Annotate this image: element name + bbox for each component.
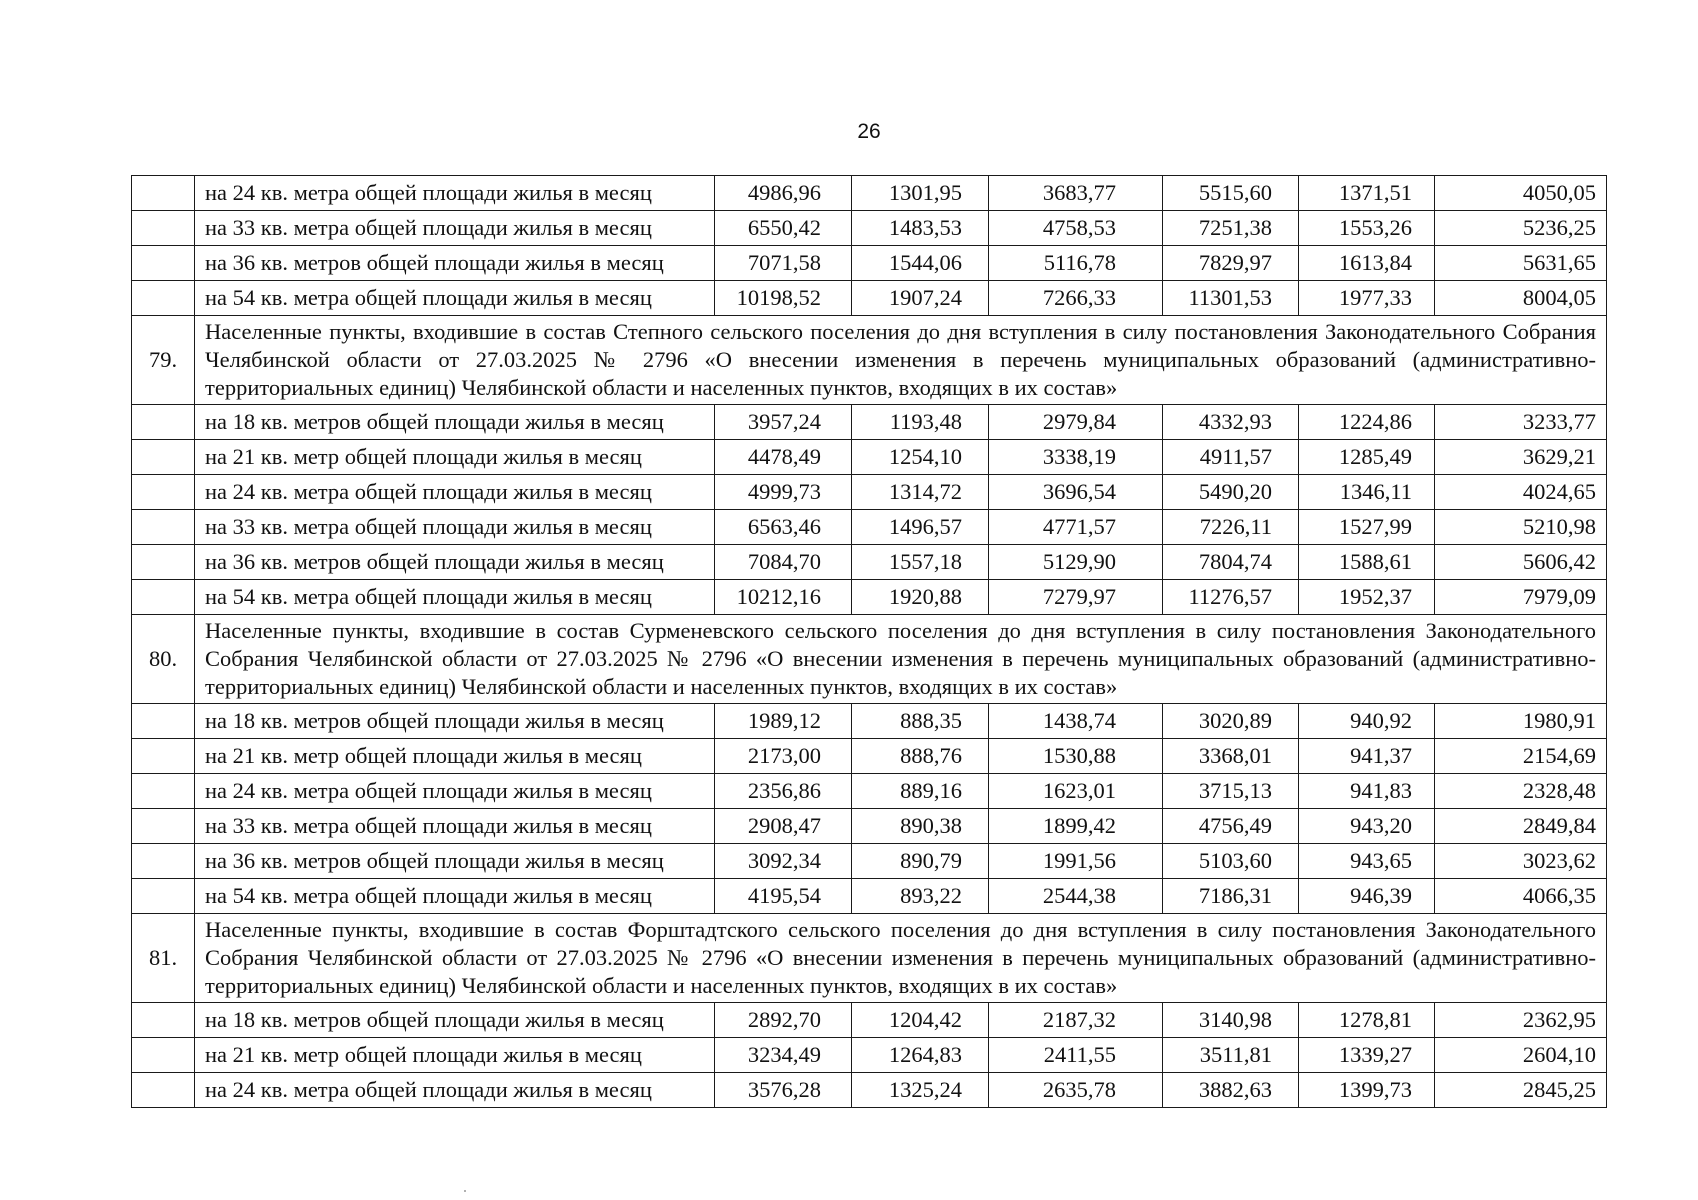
- value-cell: 5236,25: [1435, 211, 1607, 246]
- value-cell: 3092,34: [715, 844, 852, 879]
- value-cell: 7226,11: [1163, 510, 1299, 545]
- value-cell: 4024,65: [1435, 475, 1607, 510]
- value-cell: 1301,95: [852, 176, 989, 211]
- value-cell: 2356,86: [715, 774, 852, 809]
- value-cell: 10212,16: [715, 580, 852, 615]
- value-cell: 4050,05: [1435, 176, 1607, 211]
- value-cell: 5606,42: [1435, 545, 1607, 580]
- scan-speck: [464, 1190, 466, 1192]
- value-cell: 2328,48: [1435, 774, 1607, 809]
- value-cell: 4999,73: [715, 475, 852, 510]
- row-label: на 36 кв. метров общей площади жилья в месяц: [195, 545, 715, 580]
- value-cell: 1613,84: [1299, 246, 1435, 281]
- value-cell: 943,20: [1299, 809, 1435, 844]
- value-cell: 1204,42: [852, 1003, 989, 1038]
- value-cell: 7251,38: [1163, 211, 1299, 246]
- value-cell: 1325,24: [852, 1073, 989, 1108]
- value-cell: 4332,93: [1163, 405, 1299, 440]
- value-cell: 3576,28: [715, 1073, 852, 1108]
- value-cell: 4478,49: [715, 440, 852, 475]
- value-cell: 5129,90: [989, 545, 1163, 580]
- value-cell: 7266,33: [989, 281, 1163, 316]
- value-cell: 888,76: [852, 739, 989, 774]
- row-label: на 24 кв. метра общей площади жилья в месяц: [195, 475, 715, 510]
- value-cell: 1224,86: [1299, 405, 1435, 440]
- table-row: [132, 281, 1607, 316]
- value-cell: 890,38: [852, 809, 989, 844]
- value-cell: 4986,96: [715, 176, 852, 211]
- row-label: на 24 кв. метра общей площади жилья в месяц: [195, 774, 715, 809]
- row-label: на 21 кв. метр общей площади жилья в месяц: [195, 739, 715, 774]
- tariff-table: [131, 175, 1607, 1108]
- value-cell: 4066,35: [1435, 879, 1607, 914]
- row-number-cell: [132, 879, 195, 914]
- value-cell: 7979,09: [1435, 580, 1607, 615]
- section-header-row: [132, 316, 1607, 405]
- section-description: Населенные пункты, входившие в состав Форштадтского сельского поселения до дня вступления в силу постановления Законодательного Собрания Челябинской области от 27.03.2025 № 2796 «О внесении изменения в перечень муниципальных образований (административно-территориальных единиц) Челябинской области и населенных пунктов, входящих в их состав»: [195, 914, 1607, 1003]
- value-cell: 5103,60: [1163, 844, 1299, 879]
- row-number-cell: [132, 176, 195, 211]
- value-cell: 5116,78: [989, 246, 1163, 281]
- value-cell: 940,92: [1299, 704, 1435, 739]
- value-cell: 4758,53: [989, 211, 1163, 246]
- section-description: Населенные пункты, входившие в состав Степного сельского поселения до дня вступления в силу постановления Законодательного Собрания Челябинской области от 27.03.2025 № 2796 «О внесении изменения в перечень муниципальных образований (административно-территориальных единиц) Челябинской области и населенных пунктов, входящих в их состав»: [195, 316, 1607, 405]
- row-label: на 33 кв. метра общей площади жилья в месяц: [195, 211, 715, 246]
- value-cell: 1544,06: [852, 246, 989, 281]
- value-cell: 941,37: [1299, 739, 1435, 774]
- value-cell: 888,35: [852, 704, 989, 739]
- row-number-cell: [132, 809, 195, 844]
- value-cell: 3882,63: [1163, 1073, 1299, 1108]
- row-label: на 18 кв. метров общей площади жилья в месяц: [195, 704, 715, 739]
- value-cell: 1399,73: [1299, 1073, 1435, 1108]
- row-number-cell: [132, 211, 195, 246]
- row-label: на 21 кв. метр общей площади жилья в месяц: [195, 440, 715, 475]
- value-cell: 3696,54: [989, 475, 1163, 510]
- value-cell: 3338,19: [989, 440, 1163, 475]
- row-number-cell: [132, 281, 195, 316]
- row-label: на 33 кв. метра общей площади жилья в месяц: [195, 809, 715, 844]
- value-cell: 3233,77: [1435, 405, 1607, 440]
- value-cell: 5490,20: [1163, 475, 1299, 510]
- value-cell: 1977,33: [1299, 281, 1435, 316]
- value-cell: 3629,21: [1435, 440, 1607, 475]
- value-cell: 3715,13: [1163, 774, 1299, 809]
- value-cell: 11301,53: [1163, 281, 1299, 316]
- value-cell: 3020,89: [1163, 704, 1299, 739]
- value-cell: 2635,78: [989, 1073, 1163, 1108]
- value-cell: 2154,69: [1435, 739, 1607, 774]
- row-label: на 24 кв. метра общей площади жилья в месяц: [195, 176, 715, 211]
- value-cell: 3957,24: [715, 405, 852, 440]
- value-cell: 3368,01: [1163, 739, 1299, 774]
- value-cell: 1254,10: [852, 440, 989, 475]
- value-cell: 1314,72: [852, 475, 989, 510]
- value-cell: 6550,42: [715, 211, 852, 246]
- value-cell: 943,65: [1299, 844, 1435, 879]
- value-cell: 3511,81: [1163, 1038, 1299, 1073]
- value-cell: 1899,42: [989, 809, 1163, 844]
- value-cell: 1193,48: [852, 405, 989, 440]
- value-cell: 1952,37: [1299, 580, 1435, 615]
- table-row: [132, 739, 1607, 774]
- value-cell: 2544,38: [989, 879, 1163, 914]
- value-cell: 1285,49: [1299, 440, 1435, 475]
- value-cell: 1527,99: [1299, 510, 1435, 545]
- value-cell: 1588,61: [1299, 545, 1435, 580]
- value-cell: 1483,53: [852, 211, 989, 246]
- value-cell: 3140,98: [1163, 1003, 1299, 1038]
- section-number: 81.: [132, 914, 195, 1003]
- row-number-cell: [132, 1038, 195, 1073]
- value-cell: 1530,88: [989, 739, 1163, 774]
- row-number-cell: [132, 1073, 195, 1108]
- row-number-cell: [132, 704, 195, 739]
- value-cell: 7829,97: [1163, 246, 1299, 281]
- row-number-cell: [132, 440, 195, 475]
- row-label: на 54 кв. метра общей площади жилья в месяц: [195, 281, 715, 316]
- value-cell: 1496,57: [852, 510, 989, 545]
- value-cell: 7279,97: [989, 580, 1163, 615]
- value-cell: 1438,74: [989, 704, 1163, 739]
- section-number: 80.: [132, 615, 195, 704]
- row-number-cell: [132, 844, 195, 879]
- row-number-cell: [132, 545, 195, 580]
- value-cell: 2845,25: [1435, 1073, 1607, 1108]
- row-label: на 18 кв. метров общей площади жилья в месяц: [195, 1003, 715, 1038]
- table-row: [132, 405, 1607, 440]
- value-cell: 3234,49: [715, 1038, 852, 1073]
- table-row: [132, 844, 1607, 879]
- value-cell: 1989,12: [715, 704, 852, 739]
- value-cell: 890,79: [852, 844, 989, 879]
- row-number-cell: [132, 580, 195, 615]
- row-label: на 36 кв. метров общей площади жилья в месяц: [195, 844, 715, 879]
- table-row: [132, 1003, 1607, 1038]
- row-number-cell: [132, 739, 195, 774]
- table-row: [132, 211, 1607, 246]
- row-number-cell: [132, 246, 195, 281]
- table-row: [132, 774, 1607, 809]
- row-label: на 21 кв. метр общей площади жилья в месяц: [195, 1038, 715, 1073]
- value-cell: 1553,26: [1299, 211, 1435, 246]
- value-cell: 3023,62: [1435, 844, 1607, 879]
- value-cell: 2908,47: [715, 809, 852, 844]
- table-row: [132, 1073, 1607, 1108]
- section-description: Населенные пункты, входившие в состав Сурменевского сельского поселения до дня вступления в силу постановления Законодательного Собрания Челябинской области от 27.03.2025 № 2796 «О внесении изменения в перечень муниципальных образований (административно-территориальных единиц) Челябинской области и населенных пунктов, входящих в их состав»: [195, 615, 1607, 704]
- value-cell: 3683,77: [989, 176, 1163, 211]
- table-row: [132, 809, 1607, 844]
- value-cell: 4756,49: [1163, 809, 1299, 844]
- table-row: [132, 879, 1607, 914]
- table-row: [132, 440, 1607, 475]
- row-number-cell: [132, 1003, 195, 1038]
- table-row: [132, 580, 1607, 615]
- row-number-cell: [132, 774, 195, 809]
- value-cell: 4911,57: [1163, 440, 1299, 475]
- table-row: [132, 1038, 1607, 1073]
- value-cell: 7084,70: [715, 545, 852, 580]
- row-number-cell: [132, 405, 195, 440]
- row-label: на 54 кв. метра общей площади жилья в месяц: [195, 580, 715, 615]
- page-number: 26: [857, 120, 881, 143]
- table-row: [132, 475, 1607, 510]
- section-number: 79.: [132, 316, 195, 405]
- value-cell: 11276,57: [1163, 580, 1299, 615]
- row-label: на 36 кв. метров общей площади жилья в месяц: [195, 246, 715, 281]
- row-number-cell: [132, 475, 195, 510]
- value-cell: 1991,56: [989, 844, 1163, 879]
- row-number-cell: [132, 510, 195, 545]
- table-body: [132, 176, 1607, 1108]
- section-header-row: [132, 914, 1607, 1003]
- value-cell: 1346,11: [1299, 475, 1435, 510]
- value-cell: 2892,70: [715, 1003, 852, 1038]
- value-cell: 941,83: [1299, 774, 1435, 809]
- value-cell: 2173,00: [715, 739, 852, 774]
- value-cell: 4771,57: [989, 510, 1163, 545]
- row-label: на 18 кв. метров общей площади жилья в месяц: [195, 405, 715, 440]
- value-cell: 7804,74: [1163, 545, 1299, 580]
- value-cell: 1339,27: [1299, 1038, 1435, 1073]
- value-cell: 5210,98: [1435, 510, 1607, 545]
- value-cell: 4195,54: [715, 879, 852, 914]
- section-header-row: [132, 615, 1607, 704]
- table-row: [132, 176, 1607, 211]
- table-row: [132, 510, 1607, 545]
- value-cell: 1557,18: [852, 545, 989, 580]
- value-cell: 10198,52: [715, 281, 852, 316]
- value-cell: 889,16: [852, 774, 989, 809]
- value-cell: 2187,32: [989, 1003, 1163, 1038]
- value-cell: 2411,55: [989, 1038, 1163, 1073]
- value-cell: 7071,58: [715, 246, 852, 281]
- row-label: на 54 кв. метра общей площади жилья в месяц: [195, 879, 715, 914]
- value-cell: 2849,84: [1435, 809, 1607, 844]
- value-cell: 1264,83: [852, 1038, 989, 1073]
- value-cell: 893,22: [852, 879, 989, 914]
- table-row: [132, 246, 1607, 281]
- value-cell: 2604,10: [1435, 1038, 1607, 1073]
- table-row: [132, 545, 1607, 580]
- value-cell: 6563,46: [715, 510, 852, 545]
- value-cell: 1907,24: [852, 281, 989, 316]
- value-cell: 8004,05: [1435, 281, 1607, 316]
- row-label: на 33 кв. метра общей площади жилья в месяц: [195, 510, 715, 545]
- row-label: на 24 кв. метра общей площади жилья в месяц: [195, 1073, 715, 1108]
- value-cell: 5515,60: [1163, 176, 1299, 211]
- value-cell: 1920,88: [852, 580, 989, 615]
- value-cell: 5631,65: [1435, 246, 1607, 281]
- value-cell: 1980,91: [1435, 704, 1607, 739]
- value-cell: 1623,01: [989, 774, 1163, 809]
- value-cell: 2979,84: [989, 405, 1163, 440]
- value-cell: 1371,51: [1299, 176, 1435, 211]
- value-cell: 1278,81: [1299, 1003, 1435, 1038]
- value-cell: 7186,31: [1163, 879, 1299, 914]
- value-cell: 2362,95: [1435, 1003, 1607, 1038]
- table-row: [132, 704, 1607, 739]
- value-cell: 946,39: [1299, 879, 1435, 914]
